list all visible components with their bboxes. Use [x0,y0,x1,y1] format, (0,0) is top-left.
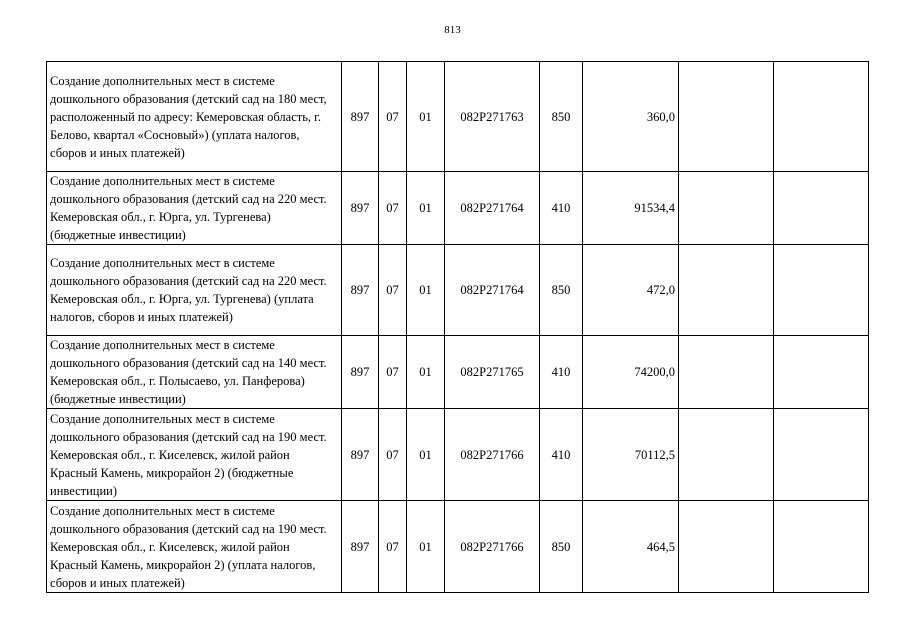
empty-cell [679,501,774,593]
amount-cell: 74200,0 [583,336,679,409]
target-article-code: 082P271765 [445,336,540,409]
ministry-code: 897 [342,336,379,409]
empty-cell [774,409,869,501]
page-number: 813 [444,24,461,36]
amount-cell: 91534,4 [583,172,679,245]
target-article-code: 082P271766 [445,409,540,501]
empty-cell [774,62,869,172]
ministry-code: 897 [342,409,379,501]
ministry-code: 897 [342,62,379,172]
target-article-code: 082P271764 [445,245,540,336]
row-description: Создание дополнительных мест в системе дошкольного образования (детский сад на 190 мест. Кемеровская обл., г. Киселевск, жилой район Красный Камень, микрорайон 2) (бюджетные инвестиции) [47,409,342,501]
empty-cell [774,501,869,593]
expense-type-code: 410 [540,409,583,501]
expense-type-code: 410 [540,172,583,245]
row-description: Создание дополнительных мест в системе дошкольного образования (детский сад на 180 мест, расположенный по адресу: Кемеровская область, г. Белово, квартал «Сосновый») (уплата налогов, сборов и иных платежей) [47,62,342,172]
empty-cell [679,336,774,409]
target-article-code: 082P271763 [445,62,540,172]
subsection-code: 01 [407,336,445,409]
empty-cell [774,336,869,409]
expense-type-code: 850 [540,245,583,336]
empty-cell [774,245,869,336]
subsection-code: 01 [407,501,445,593]
empty-cell [679,62,774,172]
table-row [47,409,869,501]
amount-cell: 464,5 [583,501,679,593]
empty-cell [679,245,774,336]
empty-cell [679,172,774,245]
row-description: Создание дополнительных мест в системе дошкольного образования (детский сад на 220 мест. Кемеровская обл., г. Юрга, ул. Тургенева) (уплата налогов, сборов и иных платежей) [47,245,342,336]
target-article-code: 082P271764 [445,172,540,245]
section-code: 07 [379,501,407,593]
expense-type-code: 850 [540,501,583,593]
section-code: 07 [379,245,407,336]
ministry-code: 897 [342,172,379,245]
section-code: 07 [379,172,407,245]
amount-cell: 472,0 [583,245,679,336]
empty-cell [679,409,774,501]
table-row [47,62,869,172]
ministry-code: 897 [342,245,379,336]
amount-cell: 360,0 [583,62,679,172]
section-code: 07 [379,62,407,172]
target-article-code: 082P271766 [445,501,540,593]
section-code: 07 [379,409,407,501]
subsection-code: 01 [407,409,445,501]
ministry-code: 897 [342,501,379,593]
expense-type-code: 850 [540,62,583,172]
subsection-code: 01 [407,62,445,172]
subsection-code: 01 [407,245,445,336]
table-row [47,336,869,409]
table-row [47,245,869,336]
expense-type-code: 410 [540,336,583,409]
row-description: Создание дополнительных мест в системе дошкольного образования (детский сад на 190 мест. Кемеровская обл., г. Киселевск, жилой район Красный Камень, микрорайон 2) (уплата налогов, сборов и иных платежей) [47,501,342,593]
section-code: 07 [379,336,407,409]
row-description: Создание дополнительных мест в системе дошкольного образования (детский сад на 220 мест. Кемеровская обл., г. Юрга, ул. Тургенева) (бюджетные инвестиции) [47,172,342,245]
empty-cell [774,172,869,245]
table-row [47,501,869,593]
budget-table [46,61,869,593]
table-row [47,172,869,245]
row-description: Создание дополнительных мест в системе дошкольного образования (детский сад на 140 мест. Кемеровская обл., г. Полысаево, ул. Панферова) (бюджетные инвестиции) [47,336,342,409]
subsection-code: 01 [407,172,445,245]
amount-cell: 70112,5 [583,409,679,501]
